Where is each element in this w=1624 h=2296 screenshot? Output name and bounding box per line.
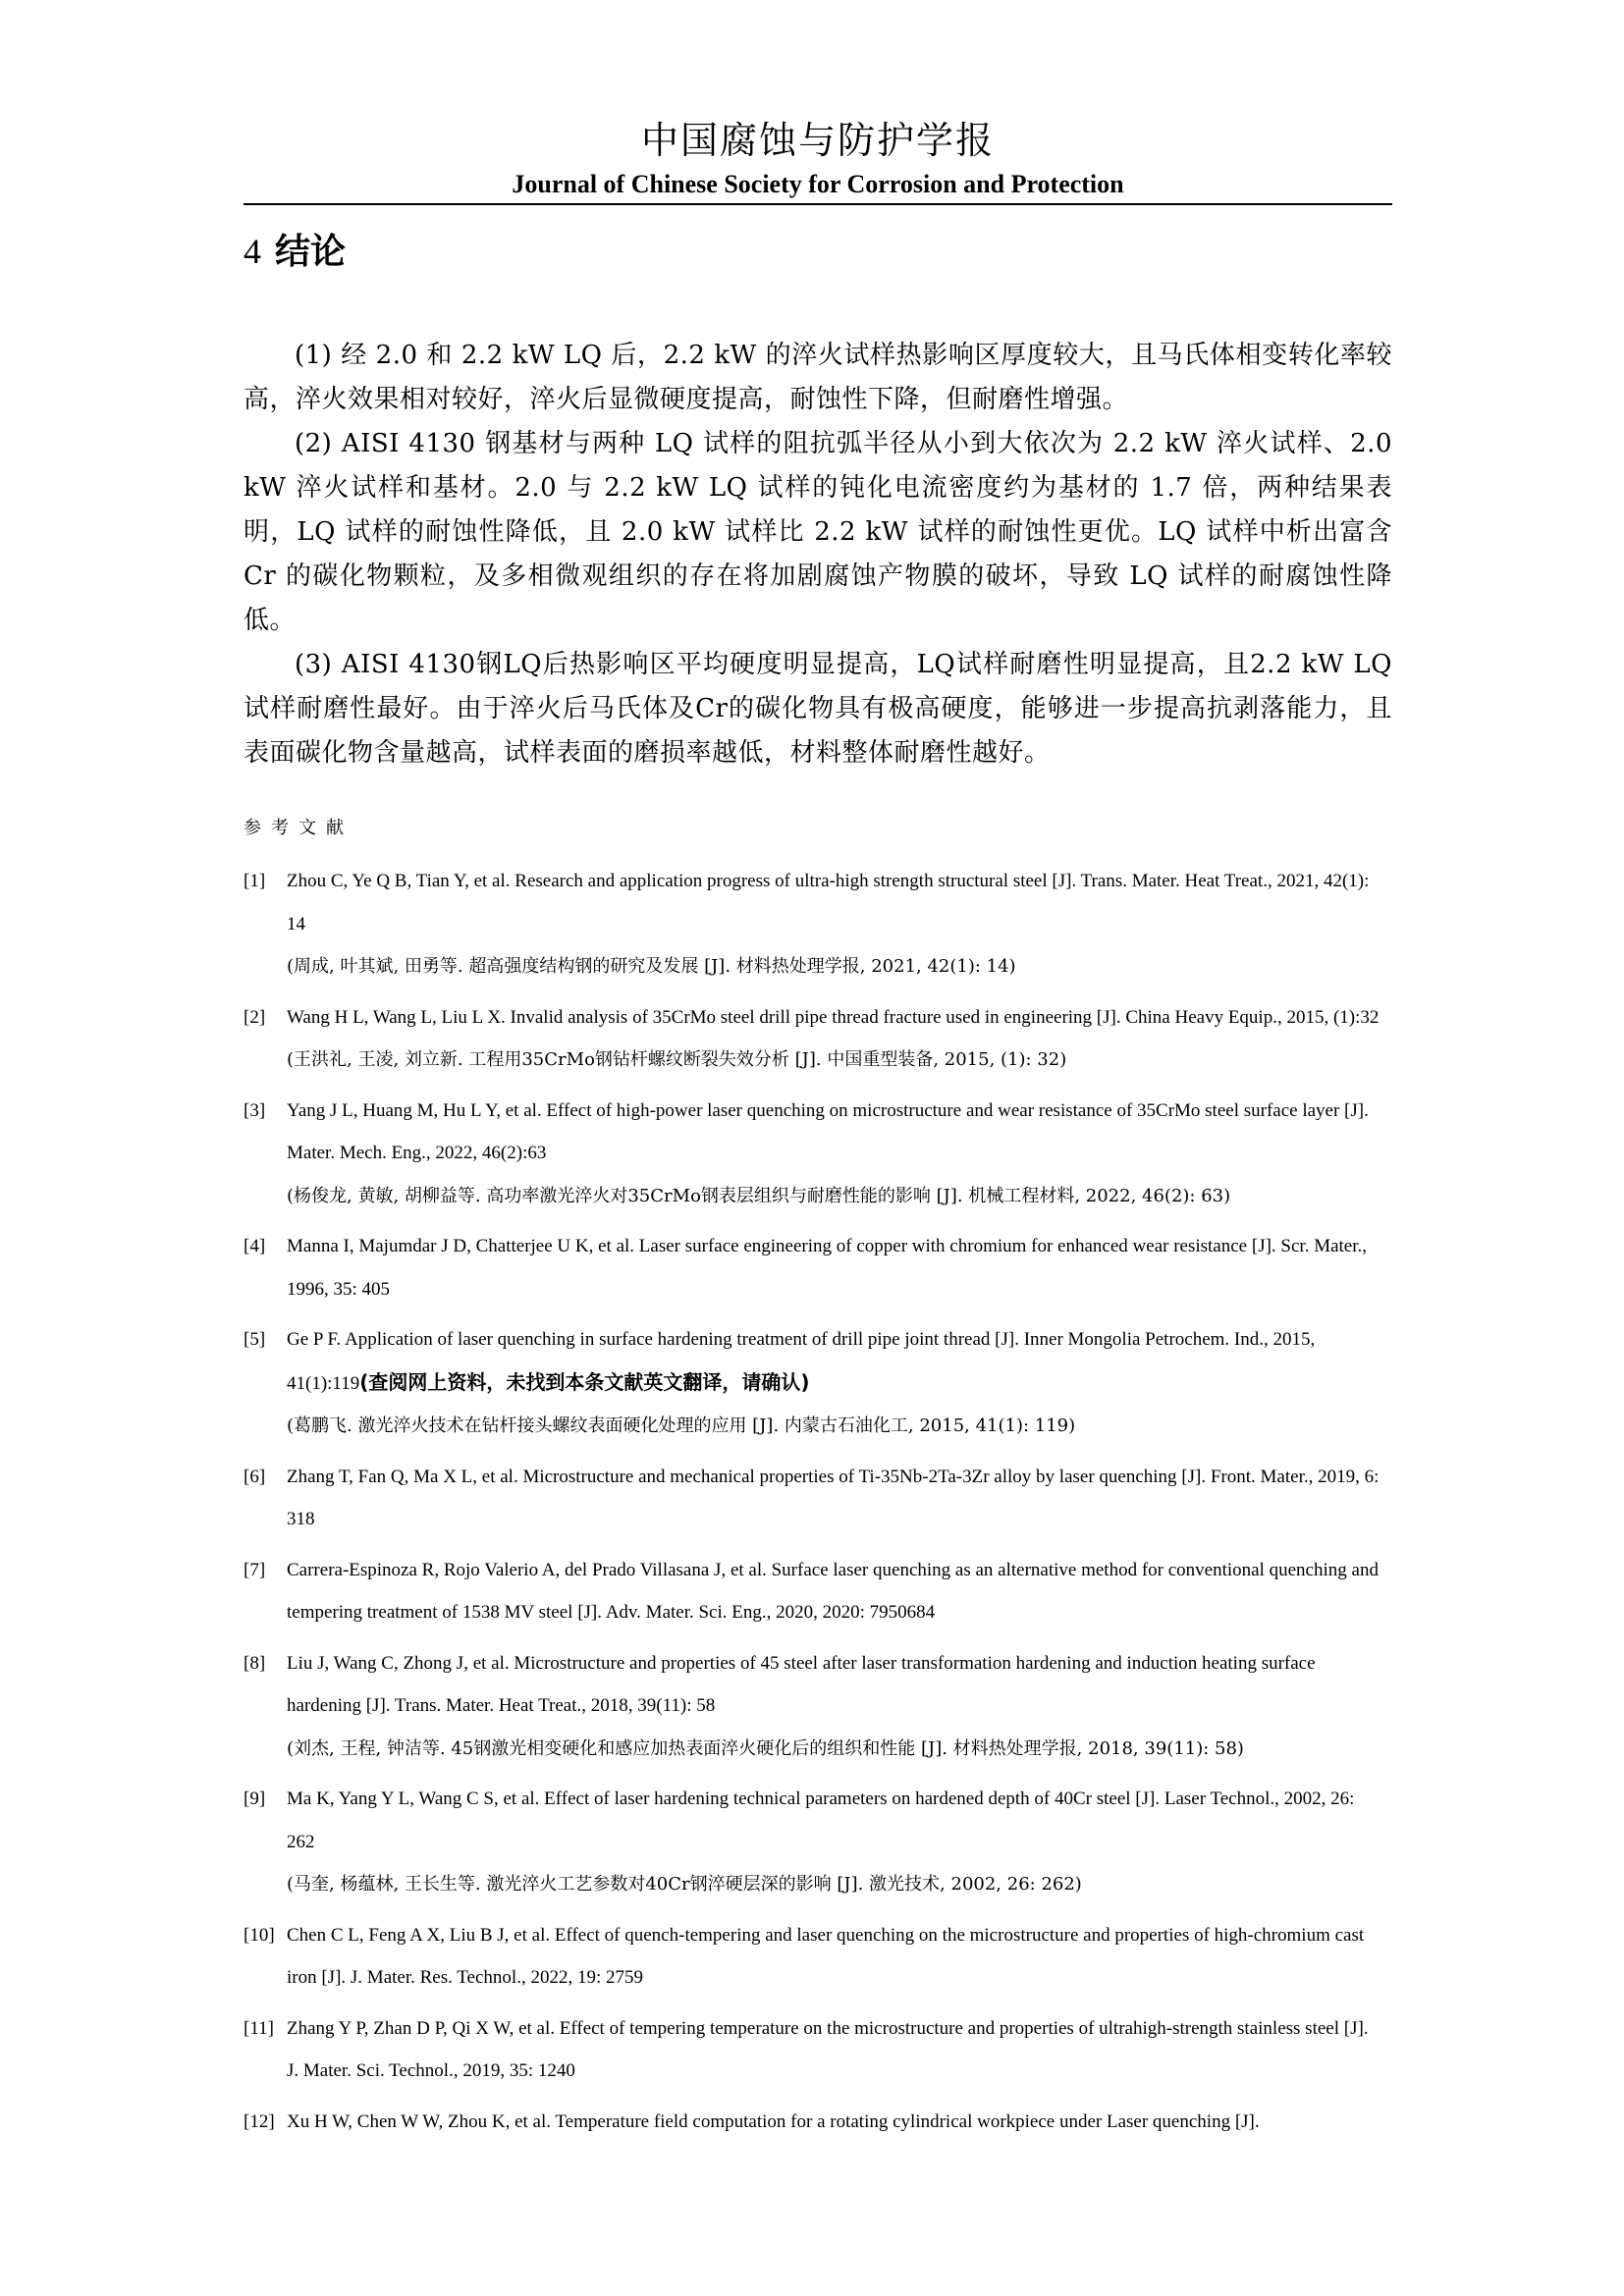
journal-title-cn: 中国腐蚀与防护学报 xyxy=(640,119,995,162)
journal-header xyxy=(244,116,1392,200)
reference-item xyxy=(244,1549,1392,1634)
reference-chinese: (周成, 叶其斌, 田勇等. 超高强度结构钢的研究及发展 [J]. 材料热处理学报, 2021, 42(1): 14) xyxy=(287,956,1016,977)
reference-item xyxy=(244,2101,1392,2144)
conclusion-paragraph: (3) AISI 4130钢LQ后热影响区平均硬度明显提高，LQ试样耐磨性明显提高，且2.2 kW LQ试样耐磨性最好。由于淬火后马氏体及Cr的碳化物具有极高硬度，能够进一步提高抗剥落能力，且表面碳化物含量越高，试样表面的磨损率越低，材料整体耐磨性越好。 xyxy=(244,650,1392,768)
reference-english: Manna I, Majumdar J D, Chatterjee U K, et al. Laser surface engineering of copper with chromium for enhanced wear resistance [J]. Scr. Mater., 1996, 35: 405 xyxy=(287,1236,1368,1300)
reference-english: Wang H L, Wang L, Liu L X. Invalid analysis of 35CrMo steel drill pipe thread fracture used in engineering [J]. China Heavy Equip., 2015, (1):32 xyxy=(287,1006,1380,1028)
reference-number: [5] xyxy=(244,1329,266,1350)
reference-english: Carrera-Espinoza R, Rojo Valerio A, del Prado Villasana J, et al. Surface laser quenching as an alternative method for conventional quenching and tempering treatment of 1538 MV steel [J]. Adv. Mater. Sci. Eng., 2020, 2020: 7950684 xyxy=(287,1559,1379,1623)
reference-item xyxy=(244,1456,1392,1541)
reference-chinese: (杨俊龙, 黄敏, 胡柳益等. 高功率激光淬火对35CrMo钢表层组织与耐磨性能的影响 [J]. 机械工程材料, 2022, 46(2): 63) xyxy=(287,1185,1231,1206)
reference-chinese: (王洪礼, 王凌, 刘立新. 工程用35CrMo钢钻杆螺纹断裂失效分析 [J]. 中国重型装备, 2015, (1): 32) xyxy=(287,1049,1067,1070)
reference-number: [8] xyxy=(244,1652,266,1674)
reference-number: [10] xyxy=(244,1924,275,1946)
reference-item xyxy=(244,1090,1392,1218)
journal-title-en: Journal of Chinese Society for Corrosion and Protection xyxy=(512,170,1124,198)
reference-english: Yang J L, Huang M, Hu L Y, et al. Effect of high-power laser quenching on microstructure and wear resistance of 35CrMo steel surface layer [J]. Mater. Mech. Eng., 2022, 46(2):63 xyxy=(287,1099,1369,1163)
reference-number: [3] xyxy=(244,1099,266,1121)
reference-number: [12] xyxy=(244,2110,275,2132)
reference-item xyxy=(244,996,1392,1082)
reference-number: [4] xyxy=(244,1236,266,1256)
references-section xyxy=(244,815,1392,2151)
reference-number: [7] xyxy=(244,1559,266,1580)
reference-number: [11] xyxy=(244,2017,274,2039)
editor-note: (查阅网上资料，未找到本条文献英文翻译，请确认) xyxy=(359,1369,810,1394)
conclusions-body xyxy=(244,334,1392,775)
reference-english: Liu J, Wang C, Zhong J, et al. Microstructure and properties of 45 steel after laser transformation hardening and induction heating surface hardening [J]. Trans. Mater. Heat Treat., 2018, 39(11): 58 xyxy=(287,1652,1316,1716)
section-number: 4 xyxy=(244,232,261,271)
reference-chinese: (马奎, 杨蕴林, 王长生等. 激光淬火工艺参数对40Cr钢淬硬层深的影响 [J]. 激光技术, 2002, 26: 262) xyxy=(287,1874,1082,1895)
reference-item xyxy=(244,1642,1392,1771)
reference-english: Zhang Y P, Zhan D P, Qi X W, et al. Effect of tempering temperature on the microstructure and properties of ultrahigh-strength stainless steel [J]. J. Mater. Sci. Technol., 2019, 35: 1240 xyxy=(287,2017,1369,2081)
section-heading xyxy=(244,224,346,280)
reference-english xyxy=(287,1318,1392,1405)
section-title: 结论 xyxy=(275,232,347,272)
reference-number: [2] xyxy=(244,1006,266,1028)
reference-english: Zhang T, Fan Q, Ma X L, et al. Microstructure and mechanical properties of Ti-35Nb-2Ta-3Zr alloy by laser quenching [J]. Front. Mater., 2019, 6: 318 xyxy=(287,1466,1380,1529)
reference-item xyxy=(244,1225,1392,1310)
reference-number: [1] xyxy=(244,871,266,891)
reference-item xyxy=(244,1778,1392,1906)
reference-chinese: (葛鹏飞. 激光淬火技术在钻杆接头螺纹表面硬化处理的应用 [J]. 内蒙古石油化工, 2015, 41(1): 119) xyxy=(287,1415,1076,1436)
reference-item xyxy=(244,1914,1392,2000)
header-rule xyxy=(244,203,1392,205)
references-title: 参考文献 xyxy=(244,818,353,838)
reference-item xyxy=(244,2007,1392,2093)
reference-english: Chen C L, Feng A X, Liu B J, et al. Effect of quench-tempering and laser quenching on the microstructure and properties of high-chromium cast iron [J]. J. Mater. Res. Technol., 2022, 19: 2759 xyxy=(287,1924,1365,1988)
reference-chinese: (刘杰, 王程, 钟洁等. 45钢激光相变硬化和感应加热表面淬火硬化后的组织和性能 [J]. 材料热处理学报, 2018, 39(11): 58) xyxy=(287,1737,1244,1759)
reference-number: [6] xyxy=(244,1466,266,1487)
conclusion-paragraph: (2) AISI 4130 钢基材与两种 LQ 试样的阻抗弧半径从小到大依次为 2.2 kW 淬火试样、2.0 kW 淬火试样和基材。2.0 与 2.2 kW LQ 试样的钝化电流密度约为基材的 1.7 倍，两种结果表明，LQ 试样的耐蚀性降低，且 2.0 kW 试样比 2.2 kW 试样的耐蚀性更优。LQ 试样中析出富含 Cr 的碳化物颗粒，及多相微观组织的存在将加剧腐蚀产物膜的破坏，导致 LQ 试样的耐腐蚀性降低。 xyxy=(244,429,1392,635)
reference-item xyxy=(244,1318,1392,1448)
reference-number: [9] xyxy=(244,1789,266,1809)
conclusion-paragraph: (1) 经 2.0 和 2.2 kW LQ 后，2.2 kW 的淬火试样热影响区厚度较大，且马氏体相变转化率较高，淬火效果相对较好，淬火后显微硬度提高，耐蚀性下降，但耐磨性增强。 xyxy=(244,341,1392,414)
reference-english: Xu H W, Chen W W, Zhou K, et al. Temperature field computation for a rotating cylindrical workpiece under Laser quenching [J]. xyxy=(287,2110,1260,2132)
reference-english: Ma K, Yang Y L, Wang C S, et al. Effect of laser hardening technical parameters on hardened depth of 40Cr steel [J]. Laser Technol., 2002, 26: 262 xyxy=(287,1789,1355,1852)
reference-english-text: Ge P F. Application of laser quenching in surface hardening treatment of drill pipe joint thread [J]. Inner Mongolia Petrochem. Ind., 2015, 41(1):119 xyxy=(287,1329,1316,1394)
reference-english: Zhou C, Ye Q B, Tian Y, et al. Research and application progress of ultra-high strength structural steel [J]. Trans. Mater. Heat Treat., 2021, 42(1): 14 xyxy=(287,871,1370,934)
reference-item xyxy=(244,860,1392,988)
